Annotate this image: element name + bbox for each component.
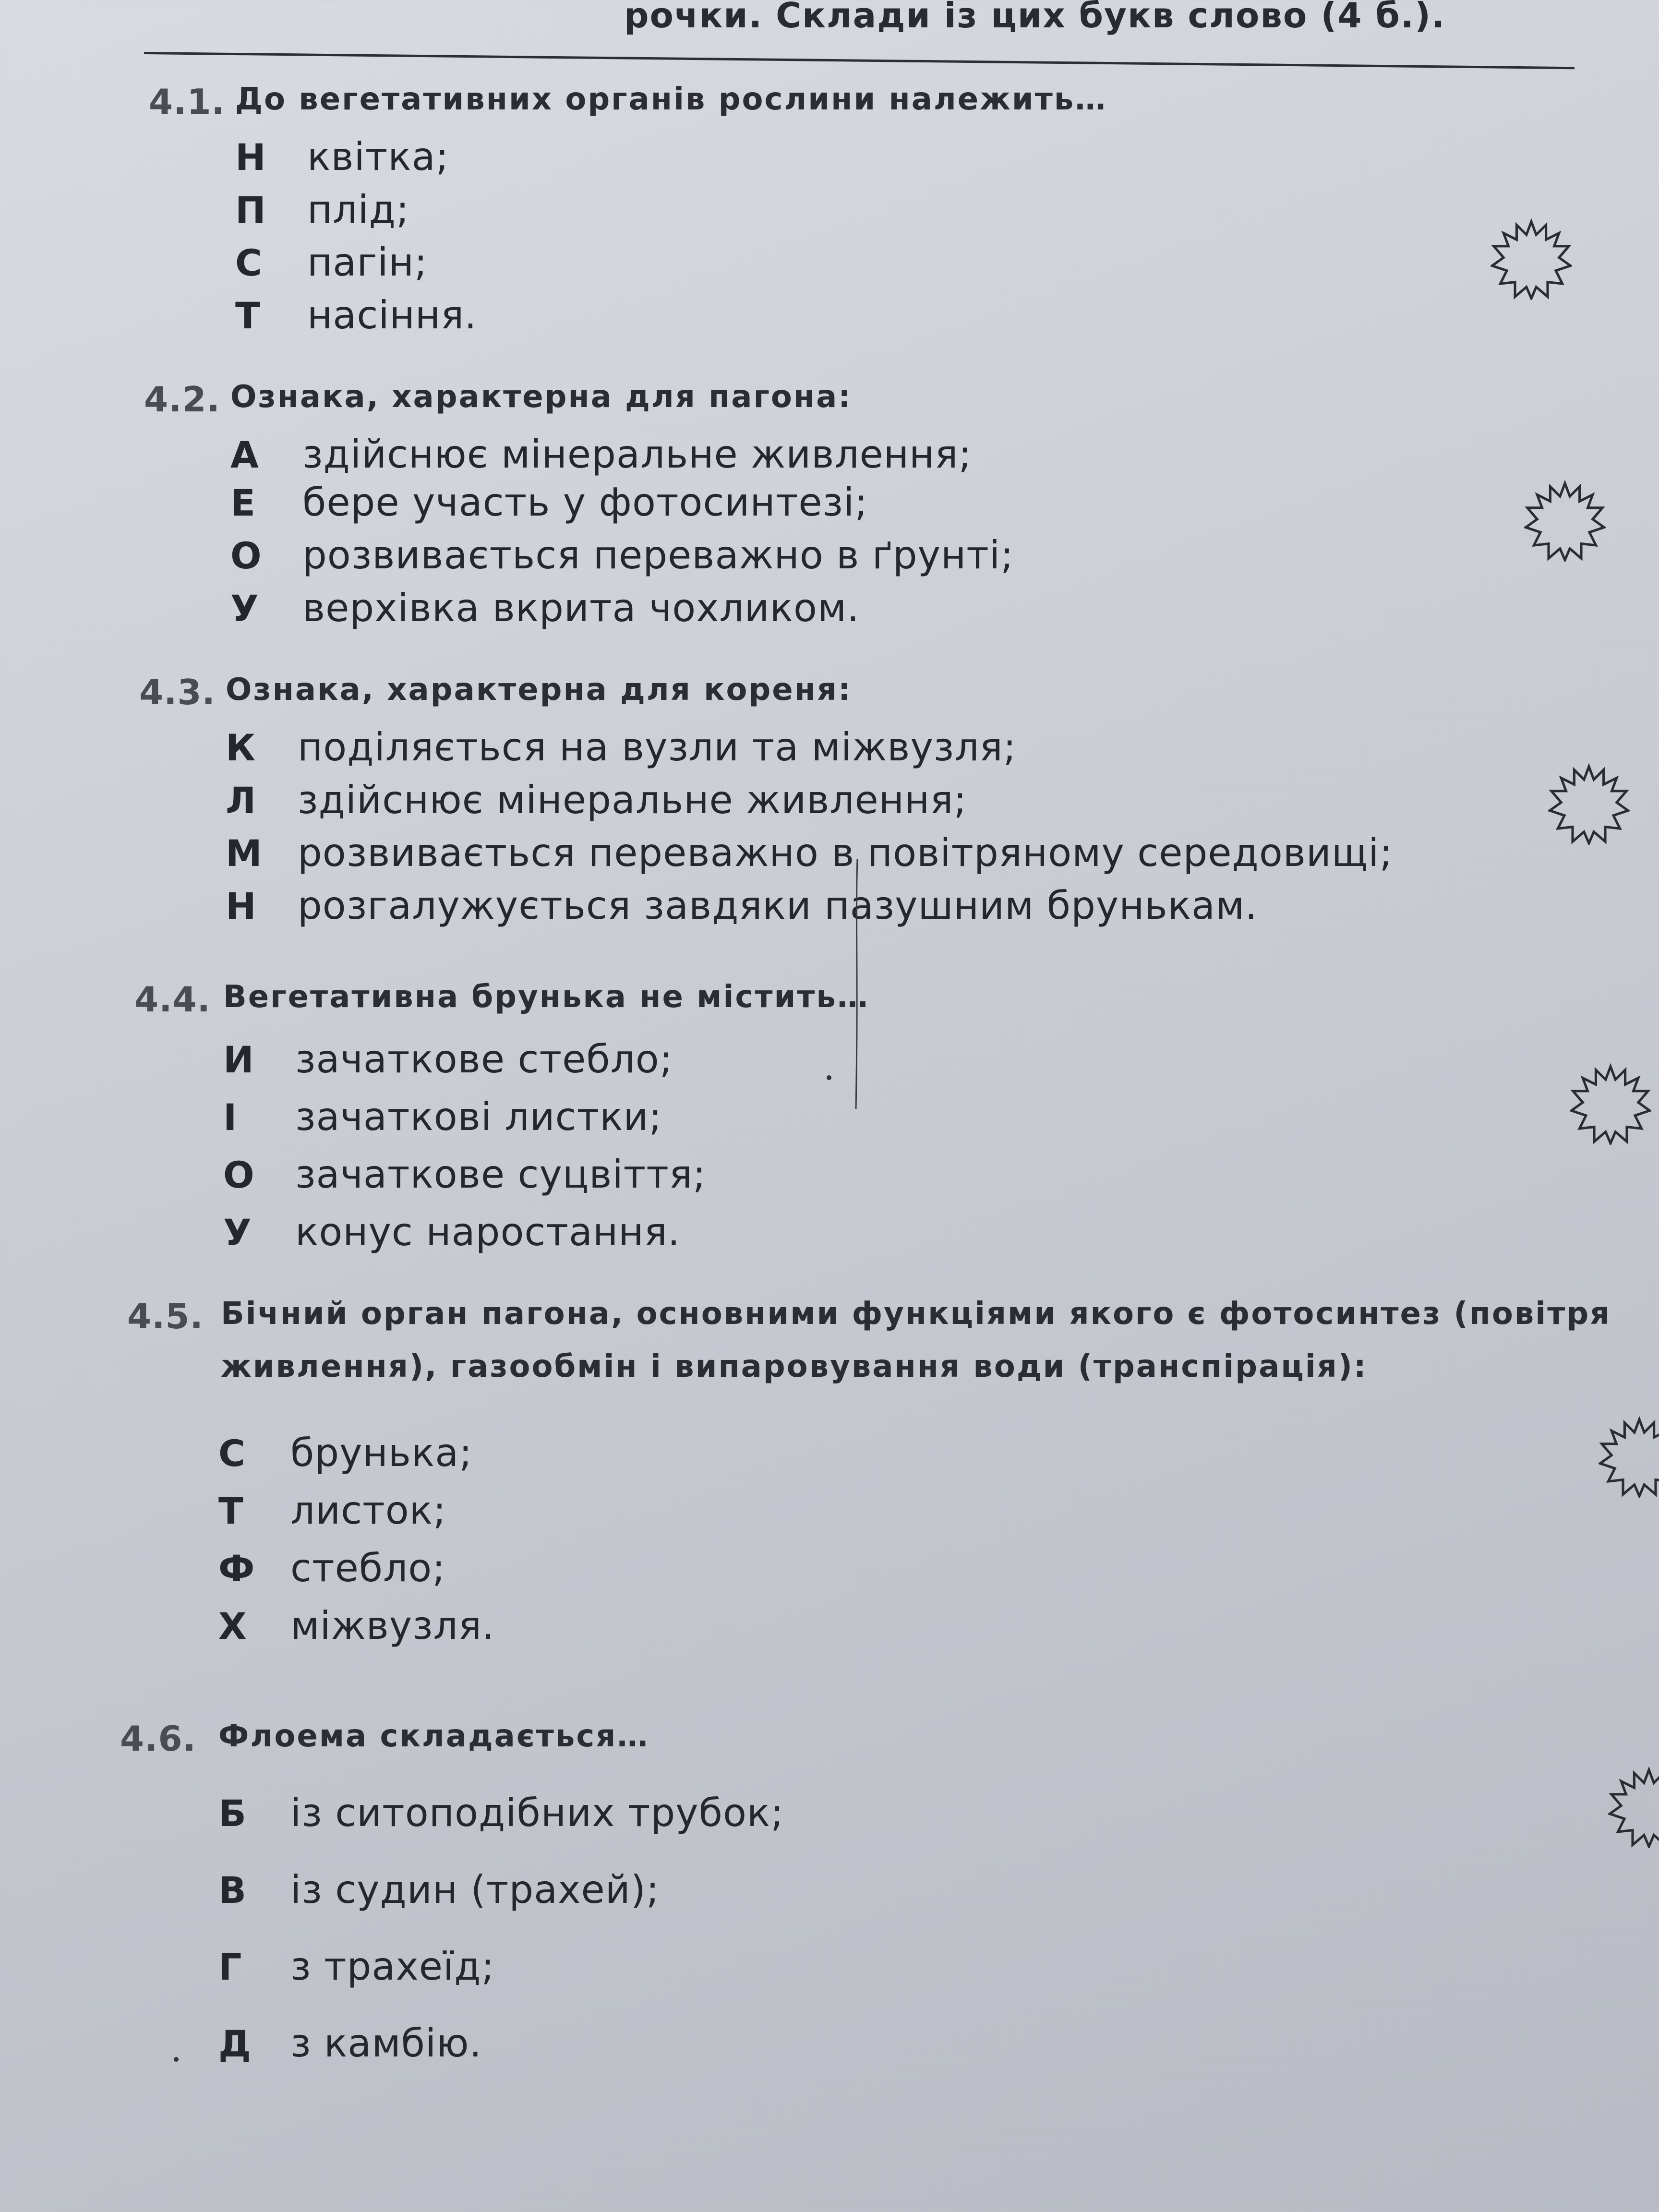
option-text: із ситоподібних трубок; bbox=[290, 1791, 784, 1835]
divider-line bbox=[144, 52, 1575, 69]
option-letter: Ф bbox=[218, 1547, 255, 1590]
option-text: насіння. bbox=[307, 293, 477, 337]
option-text: здійснює мінеральне живлення; bbox=[298, 778, 967, 822]
option-text: листок; bbox=[290, 1488, 446, 1533]
option-letter: Т bbox=[218, 1490, 243, 1532]
option-letter: Н bbox=[226, 885, 256, 927]
star-shape bbox=[1491, 218, 1572, 300]
star-answer-box-icon[interactable] bbox=[1599, 1416, 1659, 1498]
question-text: Вегетативна брунька не містить… bbox=[223, 979, 869, 1015]
option-text: із судин (трахей); bbox=[290, 1867, 660, 1912]
option-letter: М bbox=[226, 832, 262, 875]
option-text: зачаткове суцвіття; bbox=[295, 1152, 706, 1197]
option-n[interactable] bbox=[235, 134, 449, 179]
question-number: 4.4. bbox=[134, 979, 211, 1020]
option-n[interactable] bbox=[226, 883, 1258, 928]
option-text: з трахеїд; bbox=[290, 1944, 495, 1989]
option-letter: Н bbox=[235, 136, 266, 179]
option-h[interactable] bbox=[218, 1944, 494, 1989]
option-text: розвивається переважно в повітряному середовищі; bbox=[298, 830, 1393, 875]
pencil-mark bbox=[854, 859, 858, 1109]
option-letter: Д bbox=[218, 2022, 251, 2065]
option-l[interactable] bbox=[226, 778, 967, 822]
option-u[interactable] bbox=[230, 586, 860, 630]
option-o[interactable] bbox=[230, 533, 1014, 577]
star-shape bbox=[1524, 480, 1606, 562]
option-d[interactable] bbox=[218, 2021, 482, 2066]
option-letter: Б bbox=[218, 1792, 246, 1835]
option-v[interactable] bbox=[218, 1867, 660, 1912]
top-instruction: рочки. Склади із цих букв слово (4 б.). bbox=[624, 0, 1446, 36]
option-text: пагін; bbox=[307, 240, 428, 285]
option-letter: П bbox=[235, 189, 266, 231]
option-letter: С bbox=[235, 241, 262, 284]
option-letter: О bbox=[223, 1154, 254, 1196]
star-answer-box-icon[interactable] bbox=[1524, 480, 1606, 562]
option-text: зачаткові листки; bbox=[295, 1094, 662, 1139]
option-text: плід; bbox=[307, 187, 409, 232]
option-text: брунька; bbox=[290, 1431, 473, 1475]
star-shape bbox=[1570, 1063, 1651, 1145]
option-b[interactable] bbox=[218, 1791, 784, 1835]
option-e[interactable] bbox=[230, 480, 868, 525]
question-text: Ознака, характерна для пагона: bbox=[230, 379, 852, 415]
option-text: зачаткове стебло; bbox=[295, 1037, 673, 1082]
option-text: верхівка вкрита чохликом. bbox=[302, 586, 860, 630]
question-text: До вегетативних органів рослини належить… bbox=[235, 82, 1107, 117]
question-number: 4.2. bbox=[144, 379, 220, 420]
star-answer-box-icon[interactable] bbox=[1491, 218, 1572, 300]
star-shape bbox=[1548, 763, 1630, 845]
option-letter: К bbox=[226, 726, 256, 769]
question-number: 4.5. bbox=[127, 1296, 204, 1336]
option-m[interactable] bbox=[226, 830, 1393, 875]
star-answer-box-icon[interactable] bbox=[1548, 763, 1630, 845]
option-p[interactable] bbox=[235, 187, 409, 232]
option-kh[interactable] bbox=[218, 1603, 494, 1648]
option-letter: У bbox=[230, 587, 259, 630]
question-number: 4.6. bbox=[120, 1719, 196, 1759]
pencil-dot bbox=[174, 2057, 179, 2062]
option-text: бере участь у фотосинтезі; bbox=[302, 480, 868, 525]
option-text: поділяється на вузли та міжвузля; bbox=[298, 725, 1017, 769]
option-text: розвивається переважно в ґрунті; bbox=[302, 533, 1014, 577]
option-text: конус наростання. bbox=[295, 1210, 681, 1254]
option-text: здійснює мінеральне живлення; bbox=[302, 432, 972, 477]
option-letter: Г bbox=[218, 1946, 242, 1988]
question-text: Ознака, характерна для кореня: bbox=[226, 672, 852, 708]
star-shape bbox=[1608, 1767, 1659, 1848]
option-letter: И bbox=[223, 1038, 254, 1081]
star-shape bbox=[1599, 1416, 1659, 1498]
pencil-dot bbox=[827, 1075, 831, 1080]
option-letter: Л bbox=[226, 779, 256, 822]
option-letter: Х bbox=[218, 1605, 247, 1647]
option-text: з камбію. bbox=[290, 2021, 482, 2066]
option-y[interactable] bbox=[223, 1037, 673, 1082]
option-k[interactable] bbox=[226, 725, 1017, 769]
option-letter: А bbox=[230, 433, 259, 476]
option-letter: Е bbox=[230, 481, 255, 524]
option-letter: Т bbox=[235, 294, 260, 337]
option-t[interactable] bbox=[218, 1488, 446, 1533]
question-text-line2: живлення), газообмін і випаровування води (транспірація): bbox=[221, 1349, 1368, 1384]
option-i[interactable] bbox=[223, 1094, 662, 1139]
option-letter: О bbox=[230, 534, 262, 577]
option-letter: У bbox=[223, 1211, 252, 1254]
option-text: міжвузля. bbox=[290, 1603, 495, 1648]
option-s[interactable] bbox=[218, 1431, 472, 1475]
option-text: стебло; bbox=[290, 1546, 446, 1590]
option-text: розгалужується завдяки пазушним брунькам. bbox=[298, 883, 1258, 928]
option-f[interactable] bbox=[218, 1546, 445, 1590]
question-number: 4.3. bbox=[139, 672, 216, 712]
question-text: Флоема складається… bbox=[218, 1719, 649, 1754]
option-u[interactable] bbox=[223, 1210, 680, 1254]
question-number: 4.1. bbox=[149, 82, 225, 122]
question-text-line1: Бічний орган пагона, основними функціями якого є фотосинтез (повітря bbox=[221, 1296, 1611, 1332]
option-a[interactable] bbox=[230, 432, 972, 477]
option-text: квітка; bbox=[307, 134, 449, 179]
option-letter: І bbox=[223, 1096, 237, 1139]
star-answer-box-icon[interactable] bbox=[1608, 1767, 1659, 1848]
option-s[interactable] bbox=[235, 240, 428, 285]
option-o[interactable] bbox=[223, 1152, 706, 1197]
star-answer-box-icon[interactable] bbox=[1570, 1063, 1651, 1145]
option-t[interactable] bbox=[235, 293, 477, 337]
option-letter: В bbox=[218, 1869, 246, 1911]
option-letter: С bbox=[218, 1432, 245, 1475]
